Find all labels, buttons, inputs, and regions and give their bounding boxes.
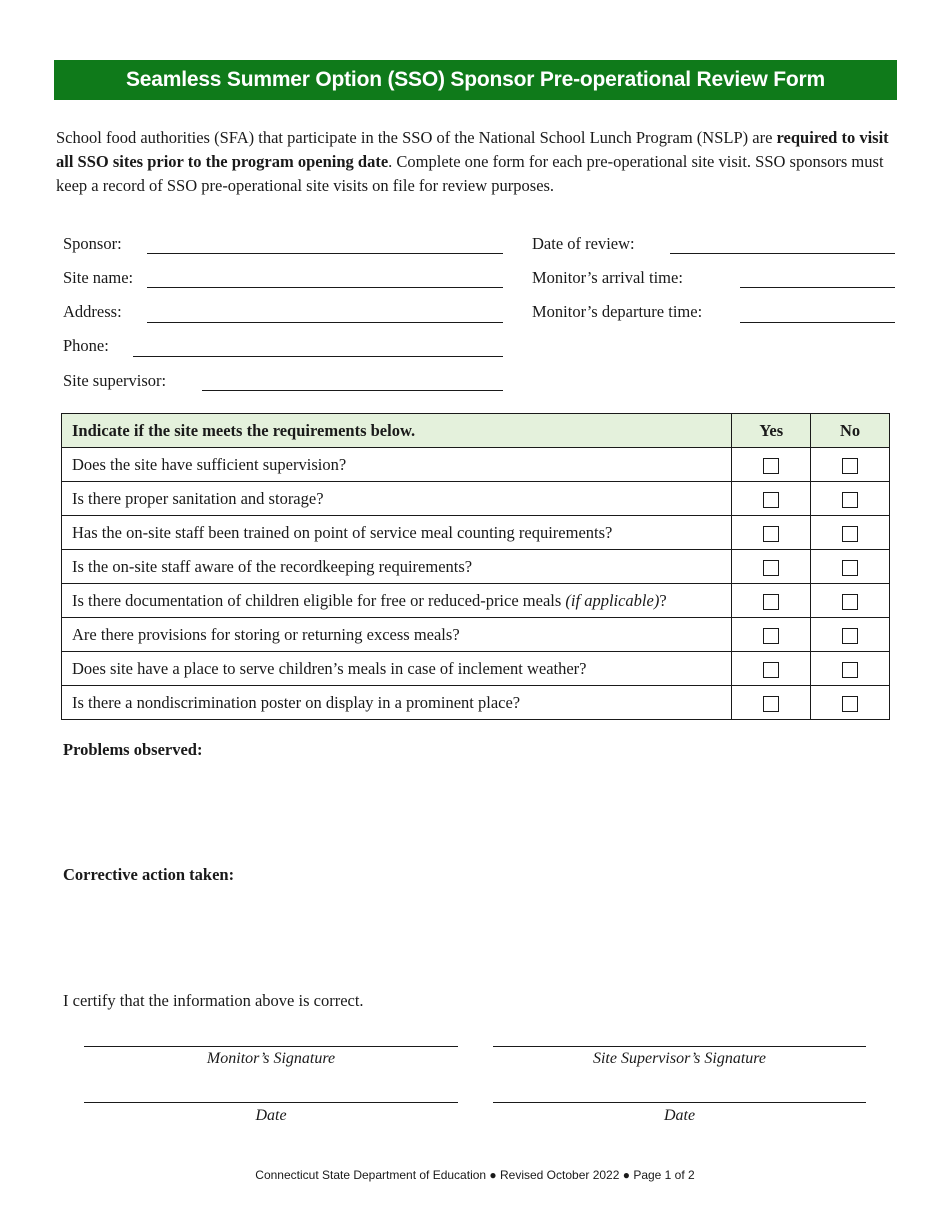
requirement-text: Is there proper sanitation and storage? (62, 482, 732, 516)
table-row (62, 618, 890, 652)
intro-text-1: School food authorities (SFA) that participate in the SSO of the National School Lunch Program (NSLP) are (56, 128, 777, 147)
requirement-text: Is there a nondiscrimination poster on display in a prominent place? (62, 686, 732, 720)
address-field[interactable] (147, 322, 503, 323)
date-of-review-field[interactable] (670, 253, 895, 254)
yes-checkbox[interactable] (763, 458, 779, 474)
supervisor-date-caption: Date (663, 1107, 696, 1124)
sponsor-label: Sponsor: (63, 234, 122, 253)
table-row (62, 686, 890, 720)
departure-time-label: Monitor’s departure time: (532, 302, 703, 321)
table-row (62, 482, 890, 516)
no-checkbox[interactable] (842, 696, 858, 712)
table-row (62, 448, 890, 482)
table-row (62, 584, 890, 618)
monitor-signature-line[interactable] (84, 1046, 458, 1047)
table-row (62, 516, 890, 550)
monitor-date-caption: Date (255, 1107, 287, 1124)
site-name-label: Site name: (63, 268, 134, 287)
arrival-time-field[interactable] (740, 287, 895, 288)
requirement-text: Are there provisions for storing or returning excess meals? (62, 618, 732, 652)
phone-field[interactable] (133, 356, 503, 357)
corrective-action-area[interactable] (63, 890, 893, 980)
yes-checkbox[interactable] (763, 594, 779, 610)
no-checkbox[interactable] (842, 560, 858, 576)
yes-header: Yes (732, 414, 811, 448)
date-of-review-label: Date of review: (532, 234, 635, 253)
monitor-signature-caption: Monitor’s Signature (206, 1050, 336, 1067)
no-checkbox[interactable] (842, 662, 858, 678)
site-supervisor-label: Site supervisor: (63, 371, 167, 390)
no-checkbox[interactable] (842, 492, 858, 508)
problems-observed-area[interactable] (63, 765, 893, 855)
requirement-text: Has the on-site staff been trained on point of service meal counting requirements? (62, 516, 732, 550)
arrival-time-label: Monitor’s arrival time: (532, 268, 683, 287)
requirement-text-tail: ? (659, 590, 667, 610)
no-checkbox[interactable] (842, 594, 858, 610)
sponsor-field[interactable] (147, 253, 503, 254)
yes-checkbox[interactable] (763, 526, 779, 542)
no-checkbox[interactable] (842, 458, 858, 474)
departure-time-field[interactable] (740, 322, 895, 323)
supervisor-signature-line[interactable] (493, 1046, 866, 1047)
requirement-text: Does the site have sufficient supervision? (62, 448, 732, 482)
intro-bold-text: required to visit all SSO sites prior to the program opening date (56, 128, 889, 171)
requirements-header: Indicate if the site meets the requirements below. (62, 414, 732, 448)
no-header: No (811, 414, 890, 448)
yes-checkbox[interactable] (763, 492, 779, 508)
requirements-table (61, 413, 890, 720)
certification-statement: I certify that the information above is correct. (63, 991, 364, 1010)
requirement-text (62, 584, 732, 618)
address-label: Address: (63, 302, 122, 321)
form-title: Seamless Summer Option (SSO) Sponsor Pre-operational Review Form (54, 60, 897, 100)
yes-checkbox[interactable] (763, 628, 779, 644)
phone-label: Phone: (63, 336, 109, 355)
page-footer: Connecticut State Department of Education ● Revised October 2022 ● Page 1 of 2 (255, 1168, 695, 1182)
requirement-text-main: Is there documentation of children eligible for free or reduced-price meals (72, 590, 566, 610)
intro-paragraph (56, 126, 896, 198)
site-name-field[interactable] (147, 287, 503, 288)
yes-checkbox[interactable] (763, 662, 779, 678)
monitor-date-line[interactable] (84, 1102, 458, 1103)
problems-observed-label: Problems observed: (63, 740, 203, 759)
intro-text-2: . Complete one form for each pre-operational site visit. SSO sponsors must keep a record of SSO pre-operational site visits on file for review purposes. (56, 152, 884, 195)
requirement-text: Is the on-site staff aware of the recordkeeping requirements? (62, 550, 732, 584)
supervisor-date-line[interactable] (493, 1102, 866, 1103)
site-supervisor-field[interactable] (202, 390, 503, 391)
corrective-action-label: Corrective action taken: (63, 865, 235, 884)
supervisor-signature-caption: Site Supervisor’s Signature (592, 1050, 767, 1067)
no-checkbox[interactable] (842, 628, 858, 644)
no-checkbox[interactable] (842, 526, 858, 542)
table-row (62, 652, 890, 686)
yes-checkbox[interactable] (763, 560, 779, 576)
table-header-row (62, 414, 890, 448)
requirement-text: Does site have a place to serve children’s meals in case of inclement weather? (62, 652, 732, 686)
table-row (62, 550, 890, 584)
yes-checkbox[interactable] (763, 696, 779, 712)
if-applicable-note: (if applicable) (565, 590, 660, 610)
